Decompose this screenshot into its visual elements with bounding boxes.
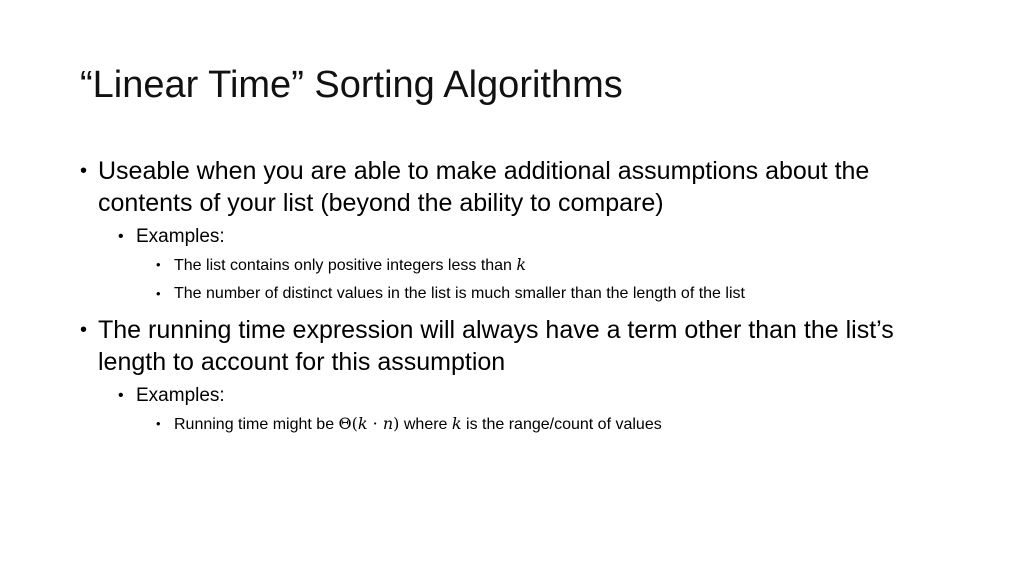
example-text: The number of distinct values in the list is much smaller than the length of the list bbox=[174, 285, 745, 302]
bullet-icon: • bbox=[156, 286, 161, 301]
example-text: is the range/count of values bbox=[461, 416, 662, 433]
example-1-1 bbox=[156, 251, 960, 280]
slide-title: “Linear Time” Sorting Algorithms bbox=[80, 64, 623, 106]
math-close-paren: ) bbox=[393, 414, 400, 433]
math-variable-n: n bbox=[382, 414, 394, 433]
math-dot: · bbox=[367, 414, 383, 433]
math-variable-k: k bbox=[357, 414, 368, 433]
sub-bullet-examples-1 bbox=[118, 223, 960, 251]
math-variable-k: k bbox=[516, 255, 527, 274]
bullet-icon: • bbox=[80, 319, 88, 341]
bullet-icon: • bbox=[80, 160, 88, 182]
bullet-icon: • bbox=[118, 228, 124, 245]
example-text: Running time might be bbox=[174, 416, 339, 433]
example-text: where bbox=[399, 416, 452, 433]
bullet-icon: • bbox=[156, 416, 161, 431]
example-1-2 bbox=[156, 280, 960, 308]
examples-label: Examples: bbox=[136, 385, 225, 406]
bullet-icon: • bbox=[118, 387, 124, 404]
math-theta: Θ( bbox=[338, 414, 358, 433]
bullet-point-1-text: Useable when you are able to make additional assumptions about the contents of your list (beyond the ability to compare) bbox=[98, 157, 870, 217]
examples-label: Examples: bbox=[136, 226, 225, 247]
example-text: The list contains only positive integers less than bbox=[174, 257, 517, 274]
bullet-point-2 bbox=[80, 314, 960, 378]
bullet-point-2-text: The running time expression will always have a term other than the list’s length to account for this assumption bbox=[98, 316, 894, 376]
bullet-point-1 bbox=[80, 155, 960, 219]
sub-bullet-examples-2 bbox=[118, 382, 960, 410]
math-variable-k: k bbox=[451, 414, 462, 433]
slide-body bbox=[80, 155, 960, 439]
example-2-1 bbox=[156, 410, 960, 439]
bullet-icon: • bbox=[156, 257, 161, 272]
